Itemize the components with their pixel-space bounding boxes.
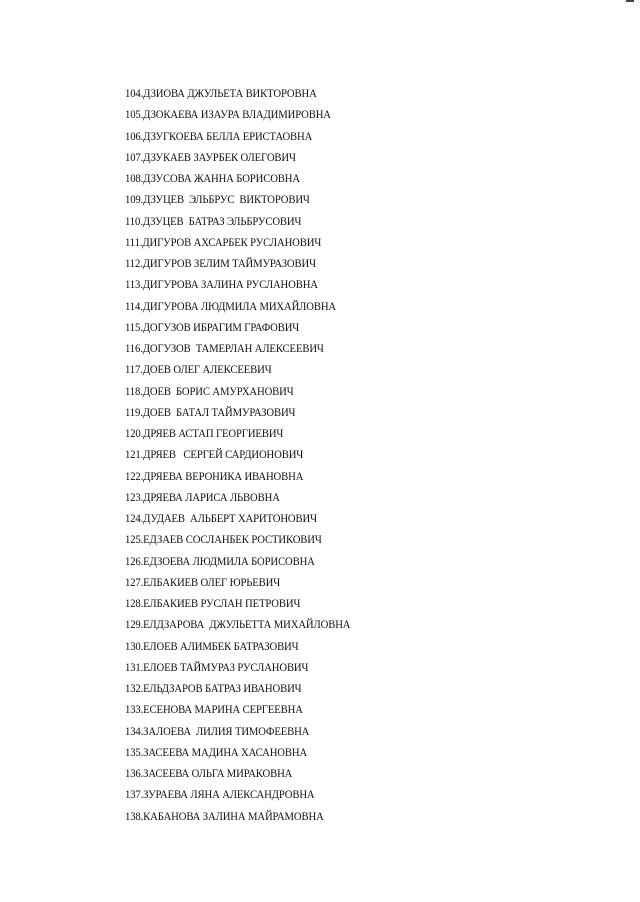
list-item: 120.ДРЯЕВ АСТАП ГЕОРГИЕВИЧ bbox=[125, 428, 284, 440]
list-item: 128.ЕЛБАКИЕВ РУСЛАН ПЕТРОВИЧ bbox=[125, 598, 301, 610]
list-item: 122.ДРЯЕВА ВЕРОНИКА ИВАНОВНА bbox=[125, 470, 304, 483]
list-item: 111.ДИГУРОВ АХСАРБЕК РУСЛАНОВИЧ bbox=[125, 236, 322, 249]
list-item: 119.ДОЕВ БАТАЛ ТАЙМУРАЗОВИЧ bbox=[125, 406, 296, 419]
list-item: 123.ДРЯЕВА ЛАРИСА ЛЬВОВНА bbox=[125, 491, 280, 504]
list-item: 104.ДЗИОВА ДЖУЛЬЕТА ВИКТОРОВНА bbox=[125, 88, 317, 100]
list-item: 137.ЗУРАЕВА ЛЯНА АЛЕКСАНДРОВНА bbox=[125, 789, 315, 802]
list-item: 129.ЕЛДЗАРОВА ДЖУЛЬЕТТА МИХАЙЛОВНА bbox=[125, 619, 351, 632]
list-item: 124.ДУДАЕВ АЛЬБЕРТ ХАРИТОНОВИЧ bbox=[125, 513, 317, 525]
list-item: 114.ДИГУРОВА ЛЮДМИЛА МИХАЙЛОВНА bbox=[125, 300, 337, 313]
list-item: 138.КАБАНОВА ЗАЛИНА МАЙРАМОВНА bbox=[125, 810, 324, 823]
scan-mark bbox=[626, 0, 634, 2]
list-item: 115.ДОГУЗОВ ИБРАГИМ ГРАФОВИЧ bbox=[125, 321, 300, 334]
list-item: 127.ЕЛБАКИЕВ ОЛЕГ ЮРЬЕВИЧ bbox=[125, 576, 281, 589]
list-item: 125.ЕДЗАЕВ СОСЛАНБЕК РОСТИКОВИЧ bbox=[125, 534, 322, 547]
list-item: 110.ДЗУЦЕВ БАТРАЗ ЭЛЬБРУСОВИЧ bbox=[125, 215, 302, 228]
list-item: 121.ДРЯЕВ СЕРГЕЙ САРДИОНОВИЧ bbox=[125, 449, 304, 462]
list-item: 132.ЕЛЬДЗАРОВ БАТРАЗ ИВАНОВИЧ bbox=[125, 683, 302, 695]
list-item: 116.ДОГУЗОВ ТАМЕРЛАН АЛЕКСЕЕВИЧ bbox=[125, 343, 324, 355]
list-item: 134.ЗАЛОЕВА ЛИЛИЯ ТИМОФЕЕВНА bbox=[125, 725, 310, 738]
list-item: 126.ЕДЗОЕВА ЛЮДМИЛА БОРИСОВНА bbox=[125, 555, 315, 568]
list-item: 131.ЕЛОЕВ ТАЙМУРАЗ РУСЛАНОВИЧ bbox=[125, 661, 309, 674]
list-item: 105.ДЗОКАЕВА ИЗАУРА ВЛАДИМИРОВНА bbox=[125, 109, 331, 122]
list-item: 118.ДОЕВ БОРИС АМУРХАНОВИЧ bbox=[125, 385, 294, 398]
list-item: 135.ЗАСЕЕВА МАДИНА ХАСАНОВНА bbox=[125, 746, 308, 759]
list-item: 107.ДЗУКАЕВ ЗАУРБЕК ОЛЕГОВИЧ bbox=[125, 151, 296, 164]
list-item: 136.ЗАСЕЕВА ОЛЬГА МИРАКОВНА bbox=[125, 768, 293, 780]
list-item: 109.ДЗУЦЕВ ЭЛЬБРУС ВИКТОРОВИЧ bbox=[125, 194, 310, 207]
list-item: 108.ДЗУСОВА ЖАННА БОРИСОВНА bbox=[125, 173, 300, 185]
list-item: 113.ДИГУРОВА ЗАЛИНА РУСЛАНОВНА bbox=[125, 279, 318, 292]
name-list bbox=[125, 84, 367, 828]
list-item: 130.ЕЛОЕВ АЛИМБЕК БАТРАЗОВИЧ bbox=[125, 640, 299, 653]
list-item: 112.ДИГУРОВ ЗЕЛИМ ТАЙМУРАЗОВИЧ bbox=[125, 258, 316, 270]
list-item: 133.ЕСЕНОВА МАРИНА СЕРГЕЕВНА bbox=[125, 704, 303, 717]
list-item: 117.ДОЕВ ОЛЕГ АЛЕКСЕЕВИЧ bbox=[125, 364, 272, 377]
list-item: 106.ДЗУГКОЕВА БЕЛЛА ЕРИСТАОВНА bbox=[125, 130, 313, 143]
